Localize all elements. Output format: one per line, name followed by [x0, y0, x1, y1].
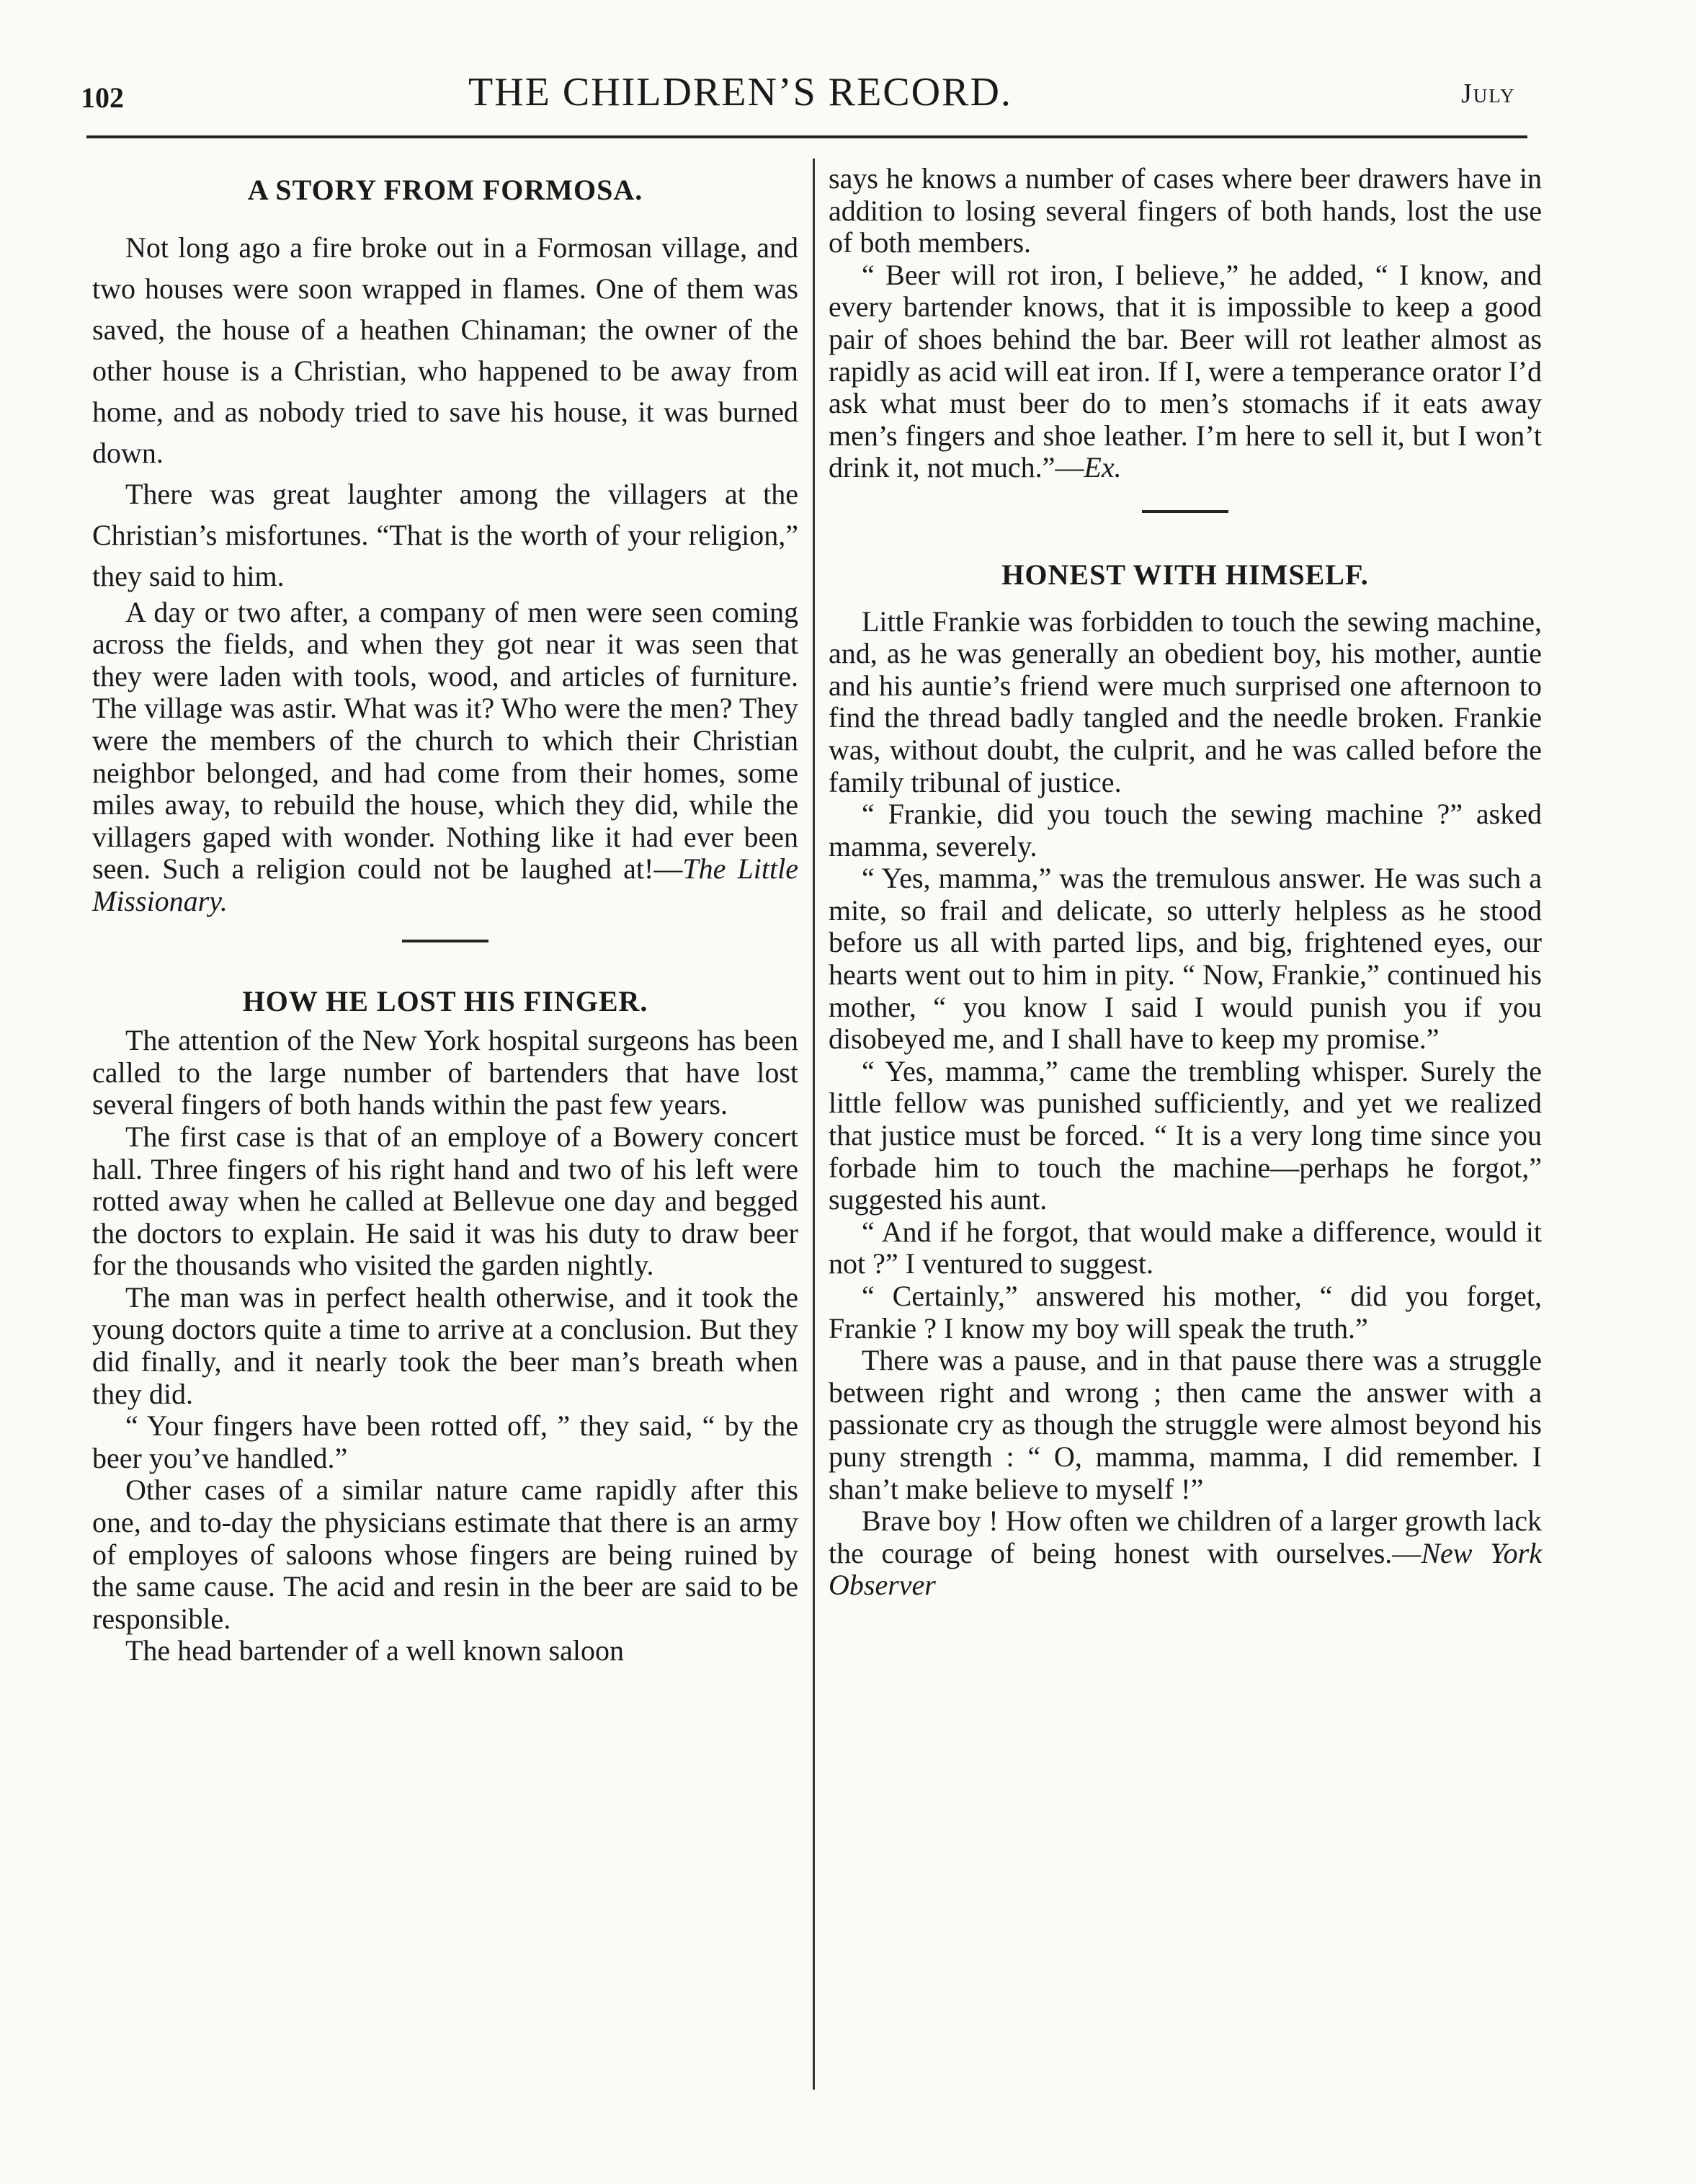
paragraph: “ Frankie, did you touch the sewing machine ?” asked mamma, severely. — [829, 798, 1542, 863]
source-credit: The Little Missionary. — [92, 852, 798, 917]
source-credit: Ex. — [1084, 451, 1122, 484]
page-number: 102 — [81, 81, 124, 114]
page-month: July — [1461, 79, 1516, 109]
left-column — [92, 163, 798, 1667]
paragraph: The first case is that of an employe of a Bowery concert hall. Three fingers of his right hand and two of his left were rotted away when he called at Bellevue one day and begged the doctors to explain. He said it was his duty to draw beer for the thousands who visited the garden nightly. — [92, 1120, 798, 1282]
column-divider — [813, 159, 815, 2090]
paragraph: “ Certainly,” answered his mother, “ did you forget, Frankie ? I know my boy will speak the truth.” — [829, 1280, 1542, 1345]
separator-rule — [1142, 510, 1228, 513]
paragraph-text: Brave boy ! How often we children of a larger growth lack the courage of being honest with ourselves.— — [829, 1505, 1542, 1569]
article-formosa — [92, 174, 798, 597]
article-finger-cont — [829, 163, 1542, 513]
paragraph: The man was in perfect health otherwise, and it took the young doctors quite a time to arrive at a conclusion. But they did finally, and it nearly took the beer man’s breath when they did. — [92, 1280, 798, 1410]
article-title: HONEST WITH HIMSELF. — [1001, 558, 1369, 591]
article-formosa-cont — [92, 597, 798, 942]
paragraph: There was a pause, and in that pause there was a struggle between right and wrong ; then came the answer with a passionate cry as though the struggle were almost beyond his puny strength : “ O, mamma, mamma, I did remember. I shan’t make believe to myself !” — [829, 1344, 1542, 1505]
header-rule — [86, 135, 1527, 138]
paragraph — [92, 597, 798, 918]
page-title: THE CHILDREN’S RECORD. — [468, 70, 1012, 115]
paragraph: “ Yes, mamma,” came the trembling whisper. Surely the little fellow was punished sufficiently, and yet we realized that justice must be forced. “ It is a very long time since you forbade him to touch the machine—perhaps he forgot,” suggested his aunt. — [829, 1054, 1542, 1216]
article-finger — [92, 986, 798, 1667]
paragraph: Little Frankie was forbidden to touch the sewing machine, and, as he was generally an obedient boy, his mother, auntie and his auntie’s friend were much surprised one afternoon to find the thread badly tangled and the needle broken. Frankie was, without doubt, the culprit, and he was called before the family tribunal of justice. — [829, 605, 1542, 798]
paragraph: says he knows a number of cases where beer drawers have in addition to losing several fingers of both hands, lost the use of both members. — [829, 162, 1542, 259]
paragraph-text: A day or two after, a company of men were seen coming across the fields, and when they got near it was seen that they were laden with tools, wood, and articles of furniture. The village was astir. What was it? Who were the men? They were the members of the church to which their Christian neighbor belonged, and had come from their homes, some miles away, to rebuild the house, which they did, while the villagers gaped with wonder. Nothing like it had ever been seen. Such a religion could not be laughed at!— — [92, 595, 798, 886]
paragraph: The head bartender of a well known saloon — [125, 1634, 624, 1667]
paragraph-text: “ Beer will rot iron, I believe,” he added, “ I know, and every bartender knows, that it is impossible to keep a good pair of shoes behind the bar. Beer will rot leather almost as rapidly as acid will eat iron. If I, were a temperance orator I’d ask what must beer do to men’s stomachs if it eats away men’s fingers and shoe leather. I’m here to sell it, but I won’t drink it, not much.”— — [829, 258, 1542, 484]
separator-rule — [402, 940, 488, 942]
paragraph: Not long ago a fire broke out in a Formosan village, and two houses were soon wrapped in flames. One of them was saved, the house of a heathen Chinaman; the owner of the other house is a Christian, who happened to be away from home, and as nobody tried to save his house, it was burned down. — [92, 231, 798, 469]
paragraph — [829, 1505, 1542, 1602]
paragraph: “ Your fingers have been rotted off, ” they said, “ by the beer you’ve handled.” — [92, 1409, 798, 1474]
article-title: A STORY FROM FORMOSA. — [247, 174, 643, 206]
paragraph: The attention of the New York hospital surgeons has been called to the large number of bartenders that have lost several fingers of both hands within the past few years. — [92, 1024, 798, 1121]
paragraph: Other cases of a similar nature came rapidly after this one, and to-day the physicians estimate that there is an army of employes of saloons whose fingers are being ruined by the same cause. The acid and resin in the beer are said to be responsible. — [92, 1474, 798, 1635]
paragraph: “ And if he forgot, that would make a difference, would it not ?” I ventured to suggest. — [829, 1215, 1542, 1280]
right-column — [829, 163, 1542, 1602]
paragraph: “ Yes, mamma,” was the tremulous answer. He was such a mite, so frail and delicate, so utterly helpless as he stood before us all with parted lips, and big, frightened eyes, our hearts went out to him in pity. “ Now, Frankie,” continued his mother, “ you know I said I would punish you if you disobeyed me, and I shall have to keep my promise.” — [829, 862, 1542, 1056]
article-title: HOW HE LOST HIS FINGER. — [242, 984, 648, 1017]
article-honest — [829, 559, 1542, 1602]
paragraph — [829, 259, 1542, 484]
paragraph: There was great laughter among the villagers at the Christian’s misfortunes. “That is the worth of your religion,” they said to him. — [92, 477, 798, 592]
source-credit: New York Observer — [829, 1536, 1542, 1602]
